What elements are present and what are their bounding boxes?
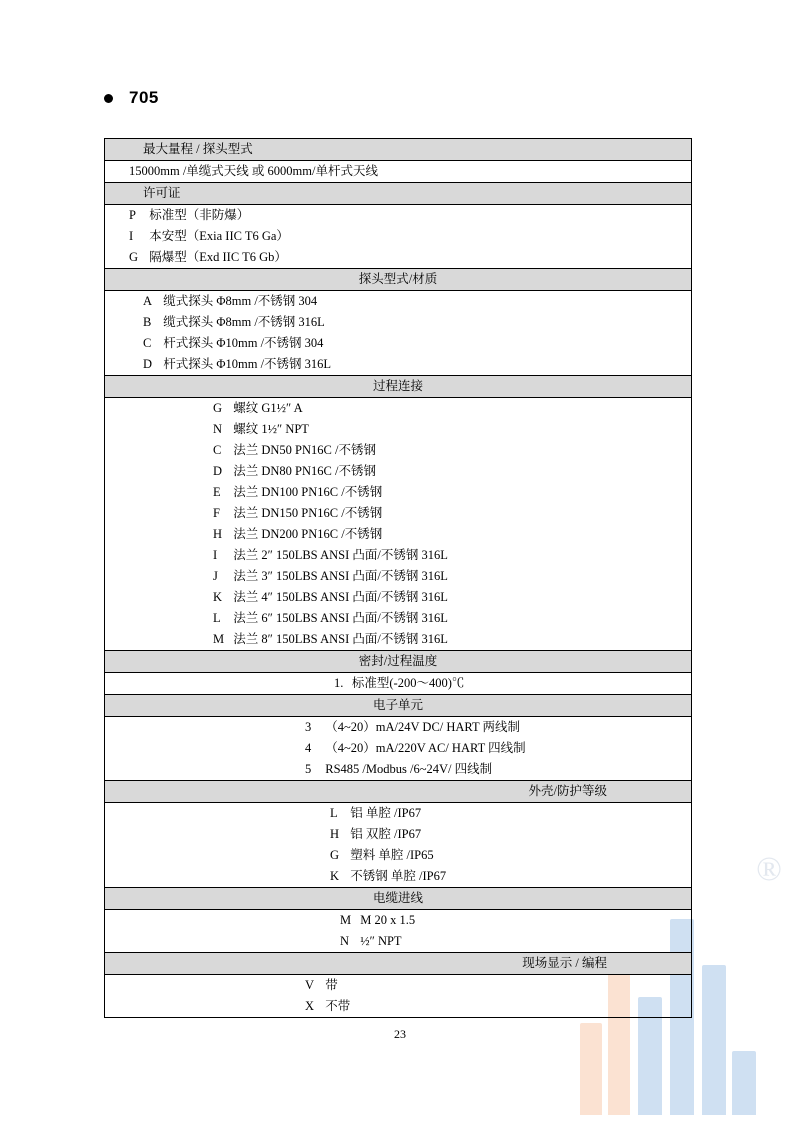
option-label: 法兰 DN150 PN16C /不锈钢 [233, 506, 383, 520]
list-item [105, 247, 691, 268]
list-item [105, 312, 691, 333]
list-item [105, 333, 691, 354]
option-code: K [330, 869, 340, 883]
option-code: M [213, 632, 225, 646]
option-label: 标准型（非防爆） [149, 208, 250, 222]
list-item [105, 975, 691, 996]
table-row [105, 888, 692, 910]
watermark-bar [732, 1051, 756, 1115]
option-code: G [213, 401, 223, 415]
bullet-icon [104, 94, 113, 103]
registered-mark-icon: ® [756, 851, 782, 888]
page-title [104, 88, 159, 108]
option-code: G [129, 250, 139, 264]
list-item [105, 759, 691, 780]
table-row [105, 717, 692, 781]
option-code: X [305, 999, 315, 1013]
table-row [105, 651, 692, 673]
seal-options-cell [105, 673, 692, 695]
list-item [105, 545, 691, 566]
list-item [105, 566, 691, 587]
option-label: 隔爆型（Exd IIC T6 Gb） [149, 250, 287, 264]
option-code: K [213, 590, 223, 604]
specification-table [104, 138, 692, 1018]
option-label: 杆式探头 Φ10mm /不锈钢 304 [163, 336, 324, 350]
list-item [105, 866, 691, 887]
option-code: I [129, 229, 134, 243]
option-code: M [340, 913, 352, 927]
option-label: 螺纹 1½″ NPT [233, 422, 309, 436]
option-code: N [213, 422, 223, 436]
option-label: 不锈钢 单腔 /IP67 [350, 869, 447, 883]
list-item [105, 824, 691, 845]
option-label: 带 [325, 978, 338, 992]
option-code: I [213, 548, 218, 562]
option-label: 螺纹 G1½″ A [233, 401, 303, 415]
list-item [105, 803, 691, 824]
option-code: J [213, 569, 218, 583]
option-code: C [213, 443, 222, 457]
option-code: V [305, 978, 315, 992]
section-header-seal-temperature: 密封/过程温度 [105, 651, 692, 673]
probe-options-cell [105, 291, 692, 376]
list-item [105, 461, 691, 482]
option-label: 法兰 DN100 PN16C /不锈钢 [233, 485, 383, 499]
option-label: 法兰 DN200 PN16C /不锈钢 [233, 527, 383, 541]
option-label: （4~20）mA/24V DC/ HART 两线制 [325, 720, 521, 734]
option-code: 5 [305, 762, 312, 776]
model-number: 705 [129, 88, 159, 107]
option-label: 标准型(-200～400)℃ [351, 676, 465, 690]
option-label: ½″ NPT [360, 934, 402, 948]
option-label: 铝 单腔 /IP67 [350, 806, 422, 820]
section-header-probe-type: 探头型式/材质 [105, 269, 692, 291]
option-label: 法兰 DN80 PN16C /不锈钢 [233, 464, 376, 478]
option-code: B [143, 315, 152, 329]
list-item [105, 629, 691, 650]
display-options-cell [105, 975, 692, 1018]
table-row [105, 695, 692, 717]
option-label: 塑料 单腔 /IP65 [350, 848, 434, 862]
option-code: E [213, 485, 221, 499]
housing-options-cell [105, 803, 692, 888]
list-item [105, 673, 691, 694]
option-label: 法兰 DN50 PN16C /不锈钢 [233, 443, 376, 457]
table-row [105, 910, 692, 953]
list-item [105, 354, 691, 375]
option-label: 缆式探头 Φ8mm /不锈钢 316L [163, 315, 325, 329]
max-range-value-cell [105, 161, 692, 183]
license-options-cell [105, 205, 692, 269]
table-row [105, 376, 692, 398]
list-item [105, 503, 691, 524]
list-item [105, 587, 691, 608]
section-header-cable-entry: 电缆进线 [105, 888, 692, 910]
option-label: 法兰 4″ 150LBS ANSI 凸面/不锈钢 316L [233, 590, 448, 604]
table-row [105, 205, 692, 269]
option-label: 本安型（Exia IIC T6 Ga） [149, 229, 289, 243]
electronics-options-cell [105, 717, 692, 781]
table-row [105, 975, 692, 1018]
option-code: 4 [305, 741, 312, 755]
page-number: 23 [394, 1027, 406, 1041]
option-label: 缆式探头 Φ8mm /不锈钢 304 [163, 294, 318, 308]
list-item [105, 419, 691, 440]
option-code: D [143, 357, 153, 371]
list-item [105, 398, 691, 419]
option-label: 法兰 6″ 150LBS ANSI 凸面/不锈钢 316L [233, 611, 448, 625]
cable-options-cell [105, 910, 692, 953]
section-header-housing: 外壳/防护等级 [105, 781, 692, 803]
table-row [105, 183, 692, 205]
table-row [105, 161, 692, 183]
list-item [105, 291, 691, 312]
option-label: 杆式探头 Φ10mm /不锈钢 316L [163, 357, 332, 371]
option-code: H [330, 827, 340, 841]
option-label: 法兰 2″ 150LBS ANSI 凸面/不锈钢 316L [233, 548, 448, 562]
section-header-electronics: 电子单元 [105, 695, 692, 717]
table-row [105, 291, 692, 376]
option-code: 1. [333, 676, 344, 690]
option-label: RS485 /Modbus /6~24V/ 四线制 [325, 762, 493, 776]
option-label: （4~20）mA/220V AC/ HART 四线制 [325, 741, 526, 755]
list-item [105, 440, 691, 461]
max-range-value: 15000mm /单缆式天线 或 6000mm/单杆式天线 [129, 164, 378, 178]
list-item [105, 482, 691, 503]
table-row [105, 673, 692, 695]
option-code: G [330, 848, 340, 862]
table-row [105, 269, 692, 291]
list-item [105, 524, 691, 545]
option-code: D [213, 464, 223, 478]
table-row [105, 803, 692, 888]
option-code: N [340, 934, 350, 948]
option-code: C [143, 336, 152, 350]
list-item [105, 738, 691, 759]
list-item [105, 608, 691, 629]
option-code: H [213, 527, 223, 541]
process-options-cell [105, 398, 692, 651]
option-label: 法兰 3″ 150LBS ANSI 凸面/不锈钢 316L [233, 569, 448, 583]
section-header-license: 许可证 [105, 183, 692, 205]
option-code: 3 [305, 720, 312, 734]
section-header-process-connection: 过程连接 [105, 376, 692, 398]
table-row [105, 953, 692, 975]
option-label: 不带 [325, 999, 351, 1013]
list-item [105, 205, 691, 226]
option-label: 铝 双腔 /IP67 [350, 827, 422, 841]
list-item [105, 845, 691, 866]
option-code: A [143, 294, 153, 308]
list-item [105, 226, 691, 247]
option-code: F [213, 506, 220, 520]
table-row [105, 398, 692, 651]
list-item [105, 996, 691, 1017]
option-label: 法兰 8″ 150LBS ANSI 凸面/不锈钢 316L [233, 632, 448, 646]
section-header-display-programming: 现场显示 / 编程 [105, 953, 692, 975]
option-label: M 20 x 1.5 [360, 913, 416, 927]
list-item [105, 717, 691, 738]
section-header-max-range: 最大量程 / 探头型式 [105, 139, 692, 161]
option-code: P [129, 208, 136, 222]
table-row [105, 139, 692, 161]
table-row [105, 781, 692, 803]
list-item [105, 931, 691, 952]
list-item [105, 910, 691, 931]
option-code: L [213, 611, 221, 625]
option-code: L [330, 806, 338, 820]
